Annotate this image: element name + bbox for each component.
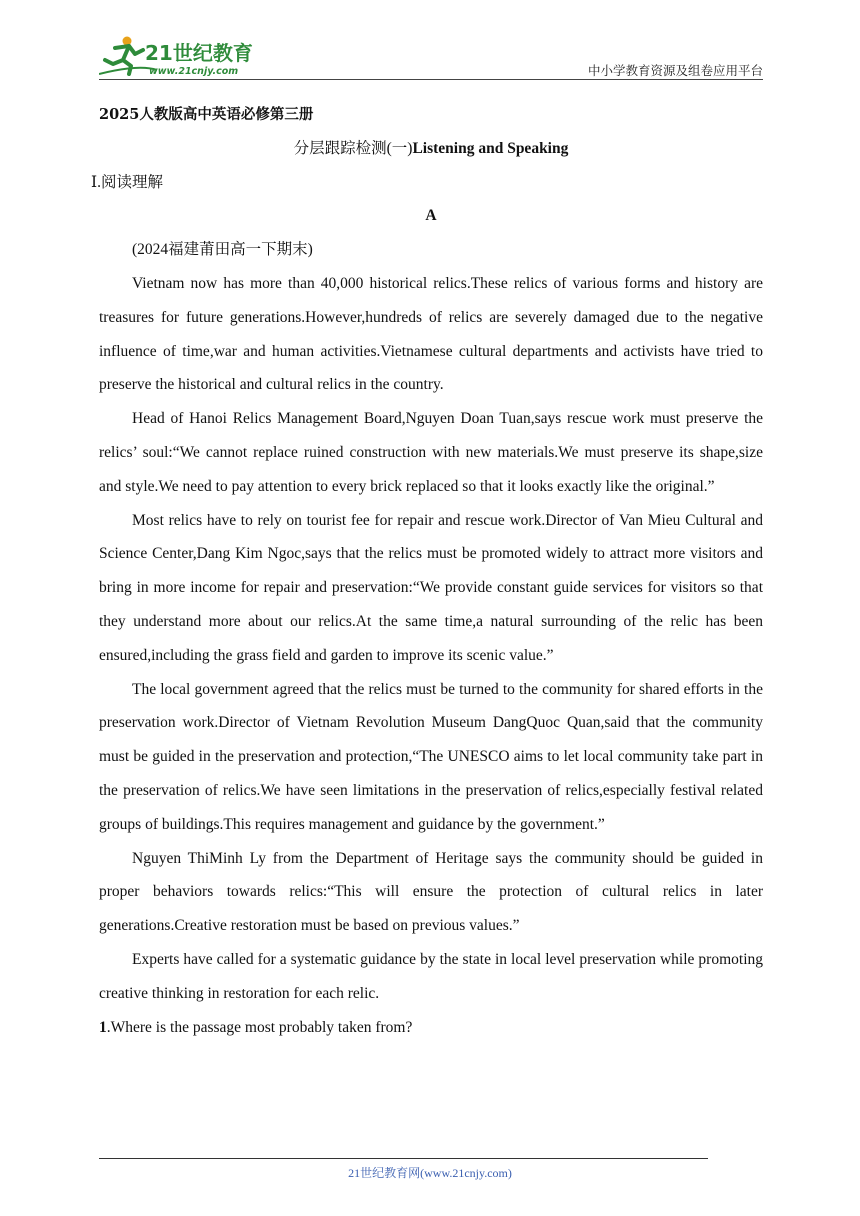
footer-link[interactable]: 21世纪教育网(www.21cnjy.com) — [348, 1166, 512, 1180]
question-number: 1 — [99, 1018, 107, 1036]
footer-divider — [99, 1158, 708, 1159]
passage-source: (2024福建莆田高一下期末) — [132, 241, 313, 259]
paragraph: Nguyen ThiMinh Ly from the Department of Heritage says the community should be guided in proper behaviors towards relics:“This will ensure the protection of cultural relics in later generations.Creative restoration must be based on previous values.” — [99, 849, 763, 935]
header-divider — [99, 79, 763, 80]
svg-text:www.21cnjy.com: www.21cnjy.com — [149, 66, 239, 77]
document-body — [91, 98, 763, 1044]
svg-text:21世纪教育: 21世纪教育 — [145, 41, 253, 65]
question-1 — [99, 1011, 763, 1045]
test-title-cn: 分层跟踪检测(一) — [293, 139, 413, 157]
page-header — [99, 34, 763, 80]
paragraph: Vietnam now has more than 40,000 historical relics.These relics of various forms and history are treasures for future generations.However,hundreds of relics are severely damaged due to the negative influence of time,war and human activities.Vietnamese cultural departments and activists have tried to preserve the historical and cultural relics in the country. — [99, 274, 763, 394]
platform-name: 中小学教育资源及组卷应用平台 — [587, 63, 763, 78]
paragraph: Most relics have to rely on tourist fee for repair and rescue work.Director of Van Mieu Cultural and Science Center,Dang Kim Ngoc,says that the relics must be promoted widely to attract more visitors and bring in more income for repair and preservation:“We provide constant guide services for visitors so that they understand more about our relics.At the same time,a natural surrounding of the relic has been ensured,including the grass field and garden to improve its scenic value.” — [99, 511, 763, 664]
question-text: .Where is the passage most probably taken from? — [106, 1018, 413, 1036]
test-title — [99, 132, 763, 166]
book-title: 2025人教版高中英语必修第三册 — [99, 106, 314, 123]
paragraph: Experts have called for a systematic guidance by the state in local level preservation while promoting creative thinking in restoration for each relic. — [99, 950, 763, 1002]
paragraph: Head of Hanoi Relics Management Board,Nguyen Doan Tuan,says rescue work must preserve the relics’ soul:“We cannot replace ruined construction with new materials.We must preserve its shape,size and style.We need to pay attention to every brick replaced so that it looks exactly like the original.” — [99, 410, 763, 495]
test-title-en: Listening and Speaking — [412, 139, 569, 157]
21cnjy-logo — [99, 34, 264, 78]
paragraph: The local government agreed that the relics must be turned to the community for shared efforts in the preservation work.Director of Vietnam Revolution Museum DangQuoc Quan,said that the community must be guided in the preservation and protection,“The UNESCO aims to let local community take part in the preservation of relics.We have seen limitations in the preservation of relics,especially festival related groups of buildings.This requires management and guidance by the government.” — [99, 680, 763, 833]
section-title: Ⅰ.阅读理解 — [91, 173, 163, 191]
passage-label: A — [425, 207, 437, 225]
